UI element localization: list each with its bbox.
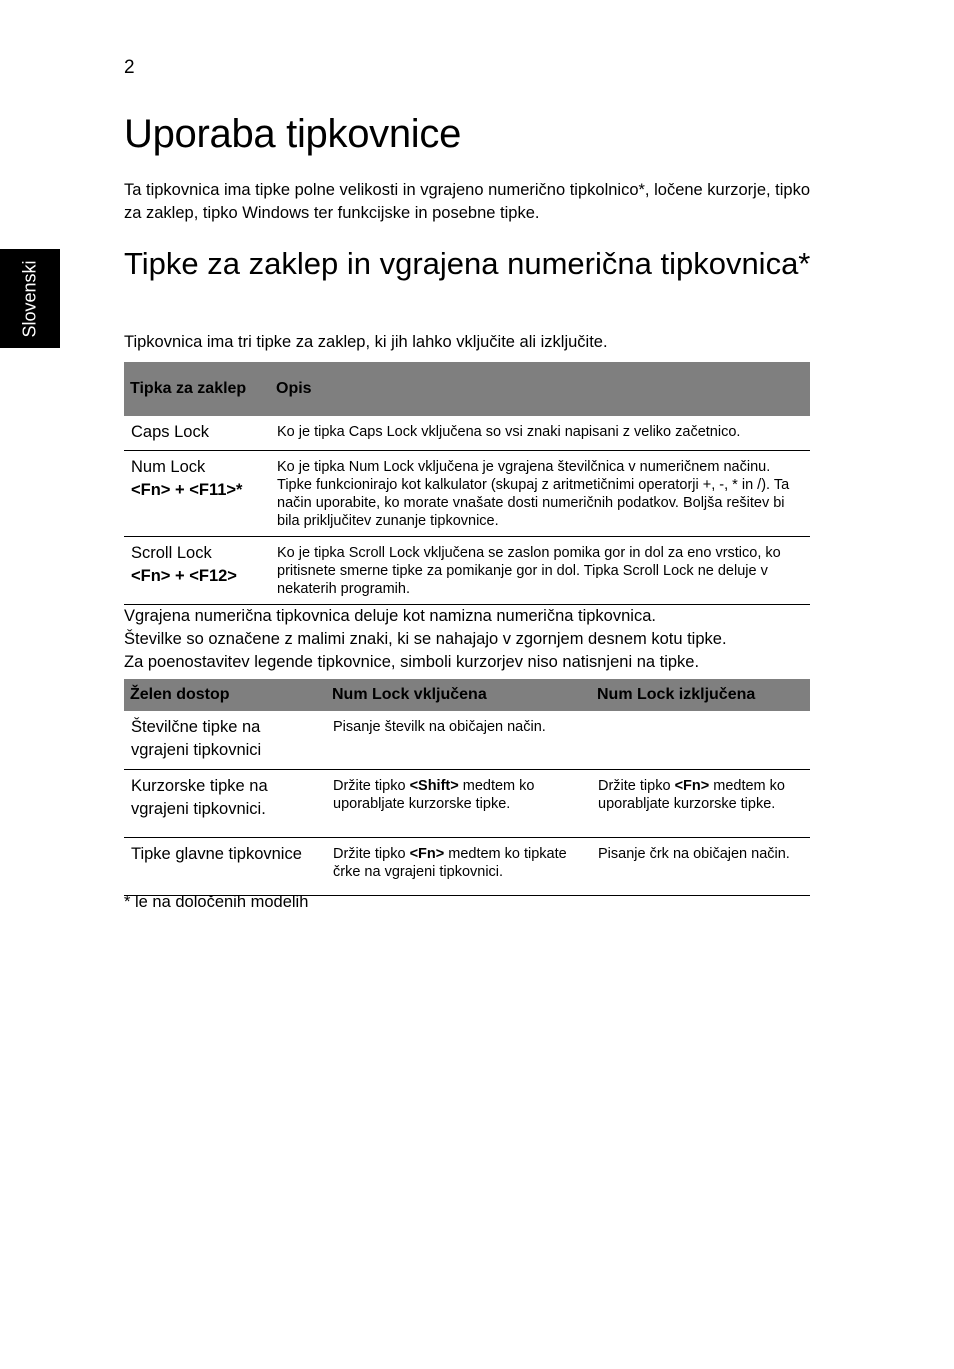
- key-cell: [124, 537, 270, 605]
- cell-text: Držite tipko: [333, 846, 410, 862]
- language-side-tab: [0, 249, 60, 348]
- cell-text: medtem ko uporabljate kurzorske tipke.: [598, 778, 785, 812]
- key-combo: <Fn> + <F11>*: [131, 481, 243, 499]
- key-combo: <Fn> + <F12>: [131, 567, 237, 585]
- cell-text: medtem ko tipkate črke na vgrajeni tipkovnici.: [333, 846, 567, 880]
- key-label: <Fn>: [409, 846, 445, 862]
- numlock-on-cell: [326, 838, 591, 896]
- table-row: [124, 451, 810, 537]
- description-cell: Ko je tipka Caps Lock vključena so vsi znaki napisani z veliko začetnico.: [270, 416, 810, 451]
- column-header: Num Lock vključena: [326, 679, 591, 711]
- keypad-access-table: [124, 679, 810, 896]
- column-header: Tipka za zaklep: [124, 362, 270, 416]
- page-title: Uporaba tipkovnice: [124, 112, 462, 156]
- access-cell: Številčne tipke na vgrajeni tipkovnici: [124, 711, 326, 770]
- paragraph-line: Številke so označene z malimi znaki, ki se nahajajo v zgornjem desnem kotu tipke.: [124, 630, 727, 648]
- section-title: Tipke za zaklep in vgrajena numerična tipkovnica*: [124, 246, 811, 281]
- table-row: [124, 416, 810, 451]
- cell-text: Držite tipko: [598, 778, 675, 794]
- numlock-off-cell: [591, 838, 810, 896]
- description-cell: Ko je tipka Num Lock vključena je vgrajena številčnica v numeričnem načinu. Tipke funkcionirajo kot kalkulator (skupaj z aritmetičnimi operatorji +, -, * in /). Ta način uporabite, ko morate vnašate dosti numeričnih podatkov. Boljša rešitev bi bila priključitev zunanje tipkovnice.: [270, 451, 810, 537]
- table-row: [124, 770, 810, 838]
- keypad-paragraph: [124, 605, 814, 674]
- numlock-off-cell: [591, 711, 810, 770]
- table-header-row: [124, 679, 810, 711]
- cell-text: Pisanje številk na običajen način.: [333, 719, 546, 735]
- key-label: <Fn>: [674, 778, 710, 794]
- language-side-tab-label: Slovenski: [19, 260, 40, 338]
- key-name: Scroll Lock: [131, 544, 212, 562]
- table-row: [124, 537, 810, 605]
- access-cell: Kurzorske tipke na vgrajeni tipkovnici.: [124, 770, 326, 838]
- cell-text: medtem ko uporabljate kurzorske tipke.: [333, 778, 535, 812]
- key-name: Caps Lock: [131, 423, 209, 441]
- key-name: Num Lock: [131, 458, 206, 476]
- key-cell: [124, 451, 270, 537]
- cell-text: Pisanje črk na običajen način.: [598, 846, 790, 862]
- key-label: <Shift>: [409, 778, 459, 794]
- numlock-on-cell: [326, 770, 591, 838]
- numlock-on-cell: [326, 711, 591, 770]
- column-header: Num Lock izključena: [591, 679, 810, 711]
- table-header-row: [124, 362, 810, 416]
- cell-text: Držite tipko: [333, 778, 410, 794]
- column-header: Opis: [270, 362, 810, 416]
- section-intro: Tipkovnica ima tri tipke za zaklep, ki jih lahko vključite ali izključite.: [124, 333, 608, 351]
- table-row: [124, 711, 810, 770]
- numlock-off-cell: [591, 770, 810, 838]
- page-number: 2: [124, 57, 135, 78]
- table-row: [124, 838, 810, 896]
- access-cell: Tipke glavne tipkovnice: [124, 838, 326, 896]
- key-cell: [124, 416, 270, 451]
- footnote: * le na določenih modelih: [124, 893, 309, 911]
- intro-paragraph: Ta tipkovnica ima tipke polne velikosti in vgrajeno numerično tipkolnico*, ločene kurzorje, tipko za zaklep, tipko Windows ter funkcijske in posebne tipke.: [124, 181, 811, 222]
- description-cell: Ko je tipka Scroll Lock vključena se zaslon pomika gor in dol za eno vrstico, ko pritisnete smerne tipke za pomikanje gor in dol. Tipka Scroll Lock ne deluje v nekaterih programih.: [270, 537, 810, 605]
- paragraph-line: Vgrajena numerična tipkovnica deluje kot namizna numerična tipkovnica.: [124, 607, 656, 625]
- lock-keys-table: [124, 362, 810, 605]
- paragraph-line: Za poenostavitev legende tipkovnice, simboli kurzorjev niso natisnjeni na tipke.: [124, 653, 700, 671]
- column-header: Želen dostop: [124, 679, 326, 711]
